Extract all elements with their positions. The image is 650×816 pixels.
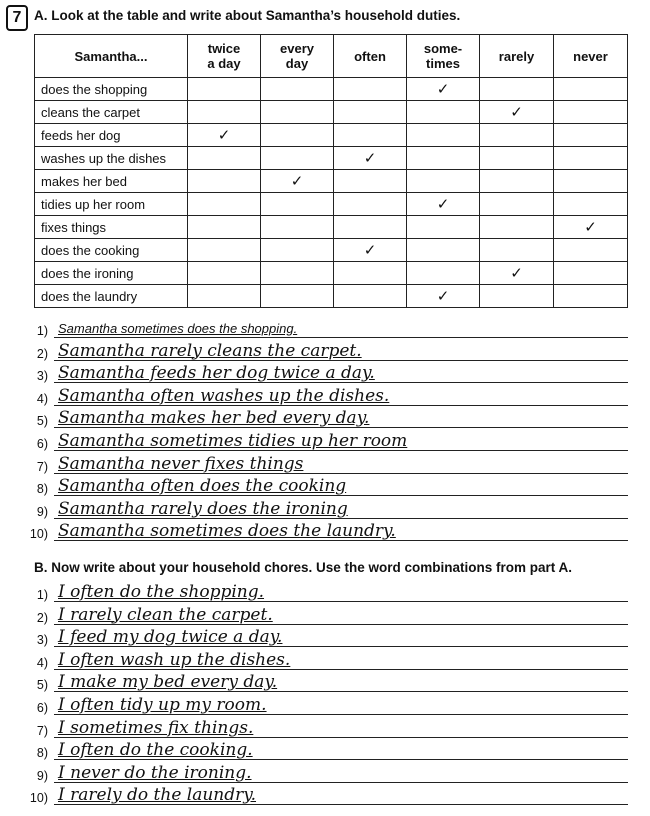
check-mark-icon: ✓	[334, 147, 407, 170]
handwritten-answer-text: Samantha rarely cleans the carpet.	[58, 340, 362, 361]
answer-line[interactable]	[54, 604, 628, 625]
empty-cell	[188, 216, 261, 239]
empty-cell	[554, 193, 628, 216]
empty-cell	[261, 78, 334, 101]
answer-line[interactable]	[54, 739, 628, 760]
answer-row	[0, 363, 650, 385]
empty-cell	[261, 147, 334, 170]
check-mark-icon: ✓	[480, 262, 554, 285]
answer-number: 7)	[36, 459, 48, 474]
answer-row	[0, 605, 650, 627]
empty-cell	[407, 239, 480, 262]
empty-cell	[407, 147, 480, 170]
answer-row	[0, 476, 650, 498]
empty-cell	[334, 216, 407, 239]
handwritten-answer-text: I feed my dog twice a day.	[58, 627, 283, 648]
empty-cell	[407, 124, 480, 147]
empty-cell	[554, 170, 628, 193]
empty-cell	[188, 170, 261, 193]
handwritten-answer-text: Samantha never fixes things	[58, 453, 304, 474]
answer-number: 2)	[36, 610, 48, 625]
answer-row	[0, 785, 650, 807]
check-mark-icon: ✓	[407, 78, 480, 101]
answer-row	[0, 695, 650, 717]
answer-row	[0, 521, 650, 543]
answer-line[interactable]	[54, 649, 628, 670]
empty-cell	[261, 285, 334, 308]
empty-cell	[407, 216, 480, 239]
answer-number: 1)	[36, 588, 48, 602]
handwritten-answer-text: I never do the ironing.	[58, 762, 252, 783]
table-row	[35, 101, 628, 124]
check-mark-icon: ✓	[480, 101, 554, 124]
answer-number: 9)	[36, 504, 48, 519]
empty-cell	[480, 170, 554, 193]
empty-cell	[261, 124, 334, 147]
answer-line[interactable]	[54, 520, 628, 541]
activity-cell: makes her bed	[35, 170, 188, 193]
activity-cell: does the laundry	[35, 285, 188, 308]
check-mark-icon: ✓	[261, 170, 334, 193]
table-row	[35, 262, 628, 285]
handwritten-answer-text: I often wash up the dishes.	[58, 649, 291, 670]
check-mark-icon: ✓	[407, 193, 480, 216]
empty-cell	[188, 239, 261, 262]
answer-row	[0, 431, 650, 453]
empty-cell	[188, 193, 261, 216]
answer-row	[0, 341, 650, 363]
answer-number: 4)	[36, 391, 48, 406]
answer-line[interactable]	[54, 340, 628, 361]
answer-row	[0, 386, 650, 408]
answer-line[interactable]	[54, 498, 628, 519]
handwritten-answer-text: I often do the shopping.	[58, 582, 265, 602]
table-row	[35, 170, 628, 193]
handwritten-answer-text: I rarely clean the carpet.	[58, 604, 273, 625]
answer-number: 4)	[36, 655, 48, 670]
answer-row	[0, 499, 650, 521]
table-header-row	[35, 35, 628, 78]
answer-line[interactable]	[54, 362, 628, 383]
activity-cell: feeds her dog	[35, 124, 188, 147]
answer-number: 2)	[36, 346, 48, 361]
handwritten-answer-text: Samantha often does the cooking	[58, 476, 347, 497]
empty-cell	[188, 262, 261, 285]
handwritten-answer-text: Samantha sometimes does the laundry.	[58, 521, 396, 542]
empty-cell	[480, 216, 554, 239]
empty-cell	[334, 262, 407, 285]
part-a-heading: A. Look at the table and write about Samantha’s household duties.	[34, 8, 461, 23]
answer-line[interactable]	[54, 694, 628, 715]
answer-row	[0, 408, 650, 430]
answer-line[interactable]	[54, 407, 628, 428]
answer-line[interactable]	[54, 626, 628, 647]
activity-cell: does the cooking	[35, 239, 188, 262]
empty-cell	[480, 78, 554, 101]
answer-line[interactable]	[54, 317, 628, 338]
empty-cell	[261, 193, 334, 216]
answer-line[interactable]	[54, 430, 628, 451]
answer-number: 5)	[36, 414, 48, 429]
answer-number: 1)	[36, 324, 48, 338]
handwritten-answer-text: I often do the cooking.	[58, 740, 253, 761]
activity-cell: tidies up her room	[35, 193, 188, 216]
activity-cell: fixes things	[35, 216, 188, 239]
table-row	[35, 285, 628, 308]
empty-cell	[261, 239, 334, 262]
answer-line[interactable]	[54, 671, 628, 692]
empty-cell	[480, 193, 554, 216]
answer-line[interactable]	[54, 717, 628, 738]
answer-number: 3)	[36, 369, 48, 384]
empty-cell	[188, 78, 261, 101]
handwritten-answer-text: Samantha often washes up the dishes.	[58, 385, 390, 406]
answer-number: 10)	[29, 791, 48, 806]
empty-cell	[188, 147, 261, 170]
table-row	[35, 239, 628, 262]
example-answer-text: Samantha sometimes does the shopping.	[58, 321, 298, 336]
column-header: rarely	[480, 35, 554, 78]
handwritten-answer-text: Samantha feeds her dog twice a day.	[58, 363, 375, 384]
part-b-heading: B. Now write about your household chores. Use the word combinations from part A.	[34, 560, 573, 575]
empty-cell	[334, 101, 407, 124]
empty-cell	[261, 262, 334, 285]
column-header: every day	[261, 35, 334, 78]
empty-cell	[480, 147, 554, 170]
empty-cell	[554, 285, 628, 308]
answer-row	[0, 740, 650, 762]
table-row	[35, 216, 628, 239]
empty-cell	[334, 285, 407, 308]
empty-cell	[334, 124, 407, 147]
answer-number: 3)	[36, 633, 48, 648]
empty-cell	[407, 262, 480, 285]
column-header: Samantha...	[35, 35, 188, 78]
handwritten-answer-text: Samantha makes her bed every day.	[58, 408, 370, 429]
exercise-number: 7	[6, 5, 28, 31]
answer-line[interactable]	[54, 385, 628, 406]
handwritten-answer-text: Samantha sometimes tidies up her room	[58, 431, 408, 451]
activity-cell: does the shopping	[35, 78, 188, 101]
empty-cell	[261, 101, 334, 124]
answer-line[interactable]	[54, 581, 628, 602]
handwritten-answer-text: Samantha rarely does the ironing	[58, 498, 348, 519]
empty-cell	[188, 101, 261, 124]
activity-cell: washes up the dishes	[35, 147, 188, 170]
empty-cell	[407, 170, 480, 193]
answer-number: 10)	[29, 527, 48, 542]
answer-number: 8)	[36, 746, 48, 761]
activity-cell: does the ironing	[35, 262, 188, 285]
column-header: often	[334, 35, 407, 78]
household-duties-table	[34, 34, 628, 308]
handwritten-answer-text: I often tidy up my room.	[58, 695, 267, 715]
check-mark-icon: ✓	[188, 124, 261, 147]
answer-line[interactable]	[54, 762, 628, 783]
empty-cell	[554, 147, 628, 170]
empty-cell	[480, 239, 554, 262]
handwritten-answer-text: I rarely do the laundry.	[58, 785, 257, 806]
answer-row	[0, 454, 650, 476]
empty-cell	[554, 101, 628, 124]
empty-cell	[188, 285, 261, 308]
table-row	[35, 147, 628, 170]
check-mark-icon: ✓	[407, 285, 480, 308]
answer-row	[0, 627, 650, 649]
empty-cell	[554, 239, 628, 262]
empty-cell	[334, 193, 407, 216]
answer-row	[0, 672, 650, 694]
empty-cell	[407, 101, 480, 124]
column-header: some- times	[407, 35, 480, 78]
answer-row	[0, 718, 650, 740]
empty-cell	[334, 78, 407, 101]
handwritten-answer-text: I make my bed every day.	[58, 672, 278, 693]
answer-number: 5)	[36, 678, 48, 693]
empty-cell	[261, 216, 334, 239]
answer-number: 8)	[36, 482, 48, 497]
empty-cell	[554, 124, 628, 147]
column-header: never	[554, 35, 628, 78]
check-mark-icon: ✓	[554, 216, 628, 239]
empty-cell	[334, 170, 407, 193]
answer-row	[0, 650, 650, 672]
empty-cell	[554, 262, 628, 285]
answer-row	[0, 582, 650, 604]
answer-row	[0, 763, 650, 785]
table-row	[35, 78, 628, 101]
answer-number: 9)	[36, 768, 48, 783]
answer-line[interactable]	[54, 453, 628, 474]
empty-cell	[554, 78, 628, 101]
answer-number: 7)	[36, 723, 48, 738]
column-header: twice a day	[188, 35, 261, 78]
handwritten-answer-text: I sometimes fix things.	[58, 717, 254, 738]
answer-line[interactable]	[54, 784, 628, 805]
answer-row	[0, 318, 650, 340]
answer-number: 6)	[36, 701, 48, 715]
activity-cell: cleans the carpet	[35, 101, 188, 124]
answer-number: 6)	[36, 437, 48, 451]
empty-cell	[480, 124, 554, 147]
table-row	[35, 193, 628, 216]
table-row	[35, 124, 628, 147]
empty-cell	[480, 285, 554, 308]
answer-line[interactable]	[54, 475, 628, 496]
check-mark-icon: ✓	[334, 239, 407, 262]
